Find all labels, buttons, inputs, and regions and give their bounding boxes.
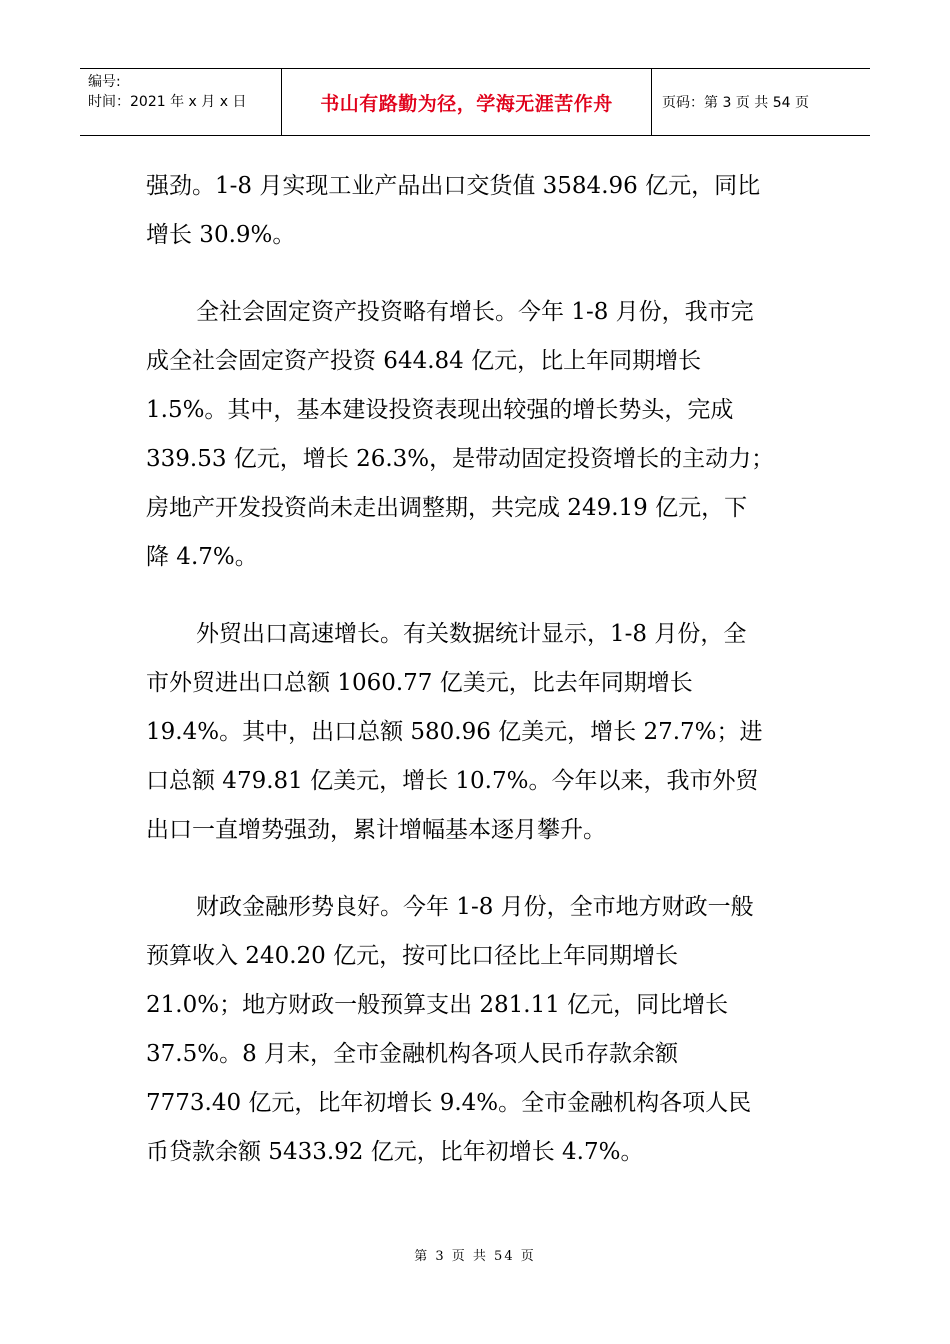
page-footer: 第 3 页 共 54 页 [414, 1249, 536, 1264]
paragraph-line: 预算收入 240.20 亿元，按可比口径比上年同期增长 [146, 943, 679, 969]
paragraph-line: 37.5%。8 月末，全市金融机构各项人民币存款余额 [146, 1041, 679, 1067]
header-motto: 书山有路勤为径，学海无涯苦作舟 [282, 69, 652, 135]
paragraph-line: 币贷款余额 5433.92 亿元，比年初增长 4.7%。 [146, 1139, 644, 1165]
paragraph-line: 增长 30.9%。 [146, 222, 296, 248]
paragraph-line: 降 4.7%。 [146, 544, 258, 570]
paragraph-line: 财政金融形势良好。今年 1-8 月份，全市地方财政一般 [196, 894, 754, 920]
paragraph-line: 外贸出口高速增长。有关数据统计显示，1-8 月份，全 [196, 621, 747, 647]
header-meta [80, 69, 282, 135]
paragraph-finance [146, 883, 816, 1177]
document-date: 时间：2021 年 x 月 x 日 [88, 94, 247, 110]
paragraph-line: 21.0%；地方财政一般预算支出 281.11 亿元，同比增长 [146, 992, 729, 1018]
document-body [146, 162, 816, 1205]
paragraph-line: 19.4%。其中，出口总额 580.96 亿美元，增长 27.7%；进 [146, 719, 763, 745]
paragraph-line: 出口一直增势强劲，累计增幅基本逐月攀升。 [146, 817, 606, 843]
paragraph-line: 成全社会固定资产投资 644.84 亿元，比上年同期增长 [146, 348, 702, 374]
document-number-label: 编号: [88, 74, 121, 90]
paragraph-line: 强劲。1-8 月实现工业产品出口交货值 3584.96 亿元，同比 [146, 173, 761, 199]
paragraph-line: 市外贸进出口总额 1060.77 亿美元，比去年同期增长 [146, 670, 693, 696]
paragraph-line: 1.5%。其中，基本建设投资表现出较强的增长势头，完成 [146, 397, 734, 423]
paragraph-industrial-exports [146, 162, 816, 260]
paragraph-foreign-trade [146, 610, 816, 855]
paragraph-line: 7773.40 亿元，比年初增长 9.4%。全市金融机构各项人民 [146, 1090, 752, 1116]
paragraph-line: 房地产开发投资尚未走出调整期，共完成 249.19 亿元，下 [146, 495, 748, 521]
page-header [80, 68, 870, 136]
paragraph-fixed-asset-investment [146, 288, 816, 582]
paragraph-line: 口总额 479.81 亿美元，增长 10.7%。今年以来，我市外贸 [146, 768, 759, 794]
paragraph-line: 339.53 亿元，增长 26.3%，是带动固定投资增长的主动力； [146, 446, 775, 472]
paragraph-line: 全社会固定资产投资略有增长。今年 1-8 月份，我市完 [196, 299, 754, 325]
header-page-info: 页码：第 3 页 共 54 页 [662, 95, 809, 111]
